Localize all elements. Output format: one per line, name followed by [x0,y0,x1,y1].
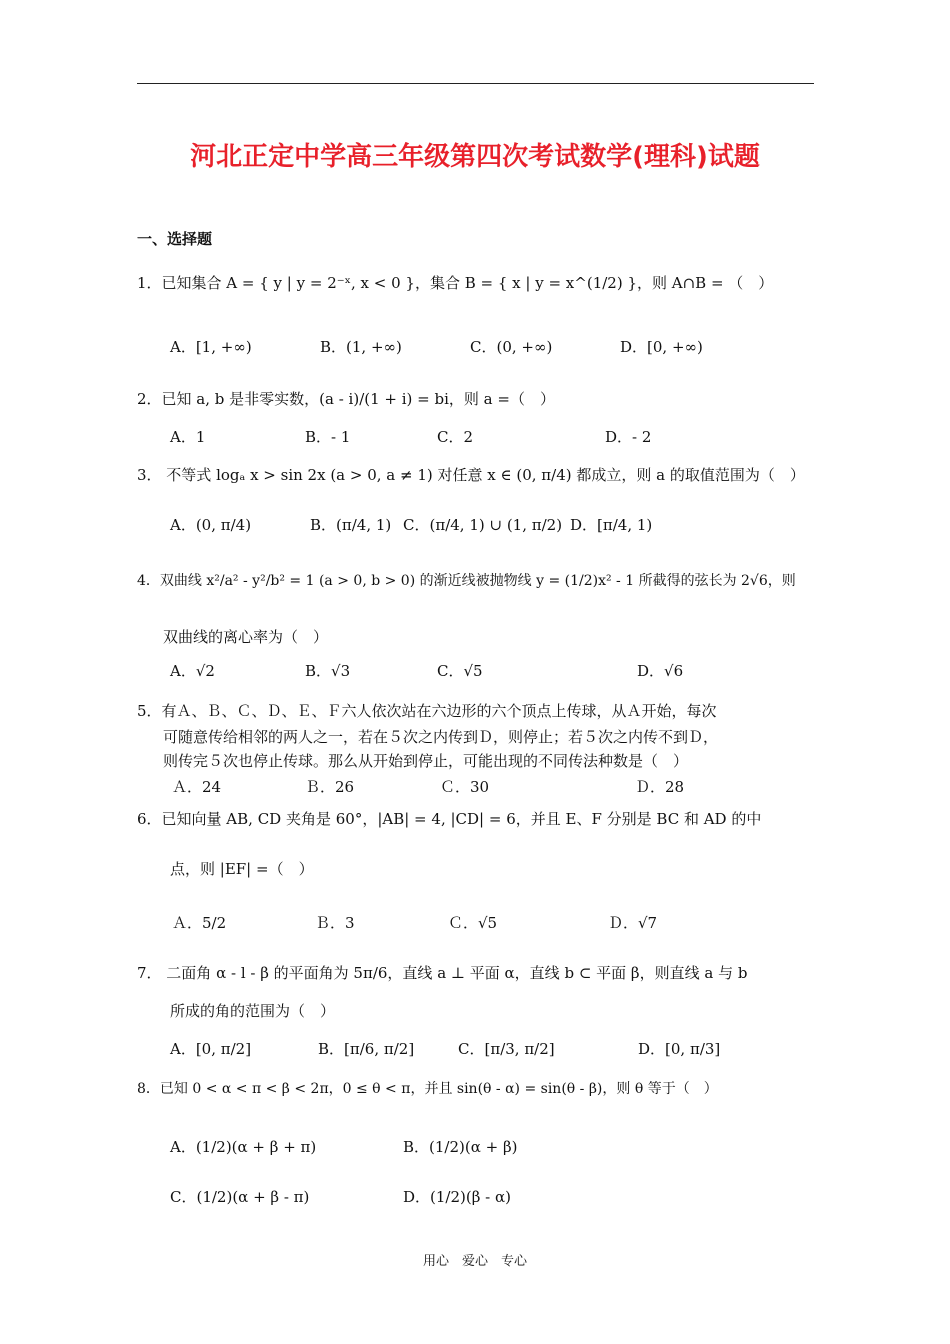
q8-option-c: C．(1/2)(α + β - π) [170,1188,310,1206]
q2-option-d: D．- 2 [605,428,652,446]
question-7-cont: 所成的角的范围为（ ） [170,1002,336,1020]
question-4-cont: 双曲线的离心率为（ ） [163,628,329,646]
section-heading: 一、选择题 [137,230,213,248]
page-footer: 用心 爱心 专心 [422,1254,527,1269]
q3-option-d: D．[π/4, 1) [570,516,653,534]
q6-option-d: Ｄ．√7 [608,914,658,932]
question-2: 2．已知 a, b 是非零实数，(a - i)/(1 + i) = bi，则 a =（ ） [137,390,555,408]
q4-option-a: A．√2 [170,662,215,680]
q7-option-c: C．[π/3, π/2] [458,1040,555,1058]
q4-option-c: C．√5 [437,662,483,680]
q1-option-d: D．[0, +∞) [620,338,703,356]
question-8: 8．已知 0 < α < π < β < 2π，0 ≤ θ < π，并且 sin(θ - α) = sin(θ - β)，则 θ 等于（ ） [137,1081,718,1097]
question-1: 1．已知集合 A = { y | y = 2⁻ˣ, x < 0 }，集合 B = { x | y = x^(1/2) }，则 A∩B = （ ） [137,274,774,292]
q4-option-d: D．√6 [637,662,684,680]
q3-option-c: C．(π/4, 1) ∪ (1, π/2) [403,516,563,534]
q7-option-d: D．[0, π/3] [638,1040,721,1058]
q4-option-b: B．√3 [305,662,351,680]
q5-option-a: Ａ．24 [172,778,222,796]
q7-option-a: A．[0, π/2] [170,1040,252,1058]
question-6: 6．已知向量 AB, CD 夹角是 60°，|AB| = 4, |CD| = 6，并且 E、F 分别是 BC 和 AD 的中 [137,810,762,828]
q5-option-c: Ｃ．30 [440,778,490,796]
q8-option-b: B．(1/2)(α + β) [403,1138,518,1156]
question-5: 5．有Ａ、Ｂ、Ｃ、Ｄ、Ｅ、Ｆ六人依次站在六边形的六个顶点上传球，从Ａ开始，每次 [137,702,717,720]
q8-option-d: D．(1/2)(β - α) [403,1188,511,1206]
question-6-cont: 点，则 |EF| =（ ） [170,860,314,878]
q5-option-d: Ｄ．28 [635,778,685,796]
q7-option-b: B．[π/6, π/2] [318,1040,415,1058]
q1-option-a: A．[1, +∞) [170,338,252,356]
q3-option-b: B．(π/4, 1) [310,516,392,534]
question-5-cont-2: 则传完５次也停止传球。那么从开始到停止，可能出现的不同传法种数是（ ） [163,752,689,770]
q1-option-b: B．(1, +∞) [320,338,402,356]
q3-option-a: A．(0, π/4) [170,516,252,534]
q2-option-c: C．2 [437,428,474,446]
q2-option-b: B．- 1 [305,428,351,446]
question-4: 4．双曲线 x²/a² - y²/b² = 1 (a > 0, b > 0) 的渐近线被抛物线 y = (1/2)x² - 1 所截得的弦长为 2√6，则 [137,573,796,589]
q1-option-c: C．(0, +∞) [470,338,553,356]
question-5-cont-1: 可随意传给相邻的两人之一，若在５次之内传到Ｄ，则停止；若５次之内传不到Ｄ， [163,728,719,746]
q6-option-b: Ｂ．3 [315,914,355,932]
page-title: 河北正定中学高三年级第四次考试数学(理科)试题 [190,142,760,172]
header-rule [137,83,814,84]
question-7: 7． 二面角 α - l - β 的平面角为 5π/6，直线 a ⊥ 平面 α，直线 b ⊂ 平面 β，则直线 a 与 b [137,964,748,982]
q6-option-a: Ａ．5/2 [172,914,227,932]
q6-option-c: Ｃ．√5 [448,914,498,932]
q5-option-b: Ｂ．26 [305,778,355,796]
q8-option-a: A．(1/2)(α + β + π) [170,1138,317,1156]
q2-option-a: A．1 [170,428,206,446]
question-3: 3． 不等式 logₐ x > sin 2x (a > 0, a ≠ 1) 对任意 x ∈ (0, π/4) 都成立，则 a 的取值范围为（ ） [137,466,805,484]
